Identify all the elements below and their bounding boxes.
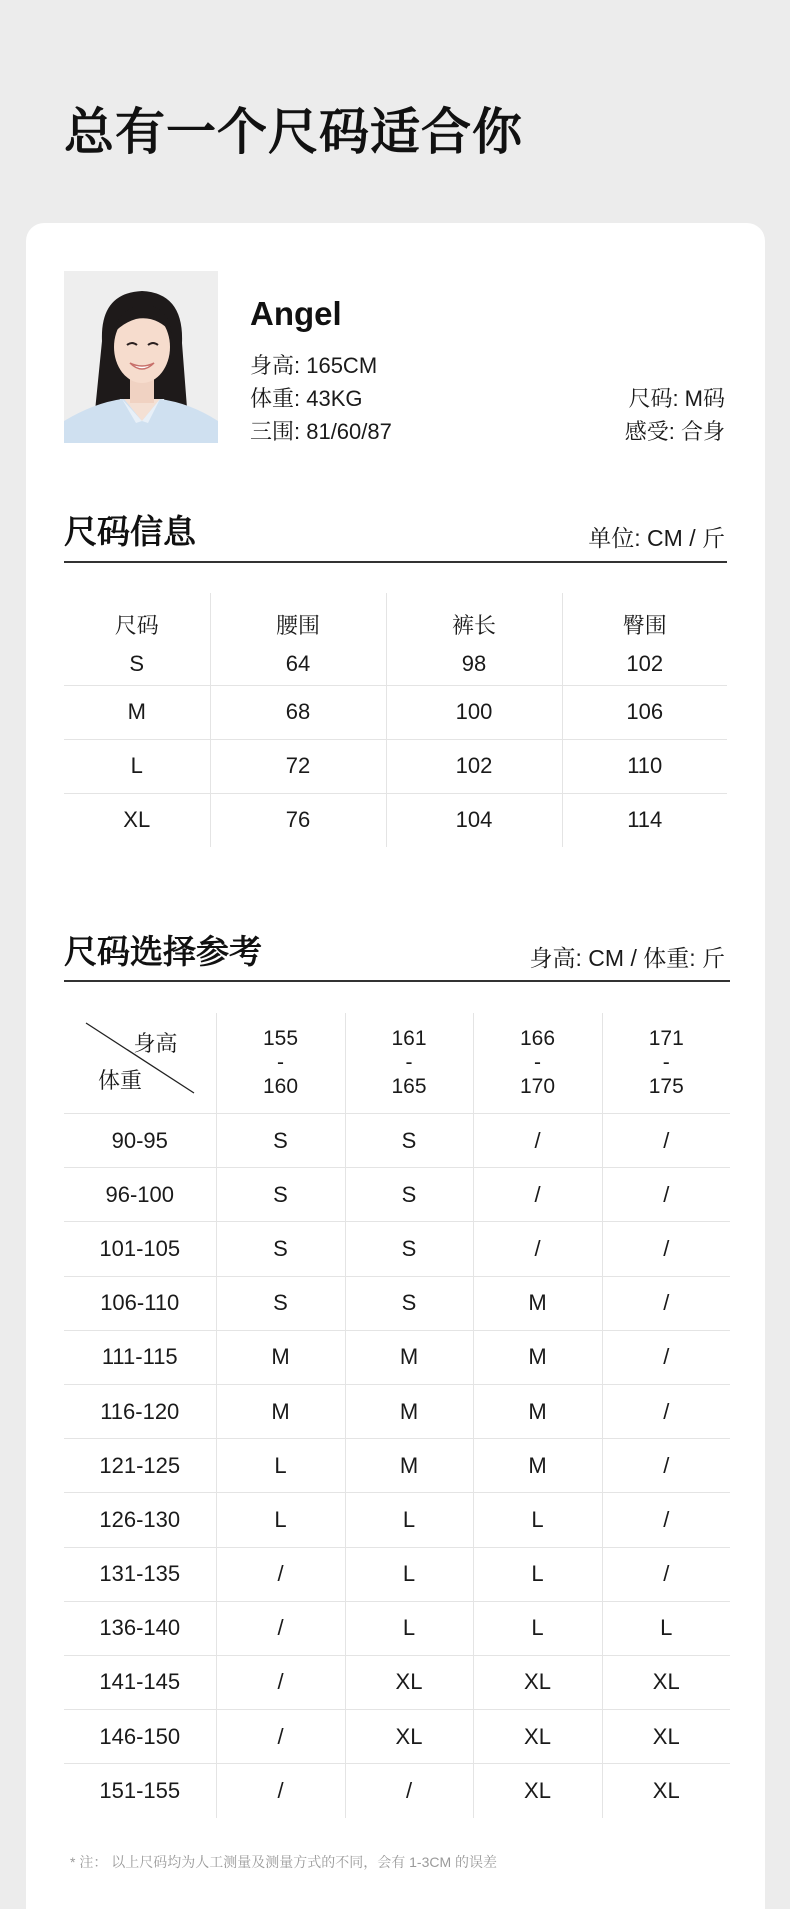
size-cell: M [473,1384,602,1438]
size-cell: / [602,1222,730,1276]
size-cell: M [473,1276,602,1330]
size-cell: XL [602,1764,730,1818]
size-cell: L [473,1601,602,1655]
size-cell: L [216,1493,345,1547]
table-row [64,1384,730,1438]
table-header-row [64,1013,730,1114]
table-row [64,1601,730,1655]
table-cell: 104 [386,793,562,847]
table-cell: 76 [210,793,386,847]
size-cell: S [345,1168,473,1222]
size-cell: S [345,1114,473,1168]
size-cell: / [216,1764,345,1818]
size-info-divider [64,561,727,563]
model-photo [64,271,218,443]
weight-range-cell: 101-105 [64,1222,216,1276]
table-row [64,739,727,793]
size-cell: M [473,1439,602,1493]
size-cell: M [473,1330,602,1384]
table-row [64,1330,730,1384]
size-cell: / [602,1547,730,1601]
table-cell: 64 [210,643,386,685]
size-cell: L [216,1439,345,1493]
size-cell: / [602,1493,730,1547]
size-cell: / [473,1222,602,1276]
table-cell: 114 [562,793,727,847]
size-cell: / [473,1114,602,1168]
header-size: 尺码 [114,612,159,638]
size-cell: / [602,1384,730,1438]
weight-range-cell: 141-145 [64,1655,216,1709]
model-size: 尺码: M码 [628,386,725,411]
weight-range-cell: 136-140 [64,1601,216,1655]
size-info-title: 尺码信息 [64,512,196,551]
table-cell: 110 [562,739,727,793]
footnote: * 注： 以上尺码均为人工测量及测量方式的不同，会有 1-3CM 的误差 [70,1854,498,1870]
size-choice-rows [64,1114,730,1818]
size-cell: XL [602,1710,730,1764]
size-cell: XL [473,1710,602,1764]
size-cell: L [473,1493,602,1547]
table-cell: 102 [562,643,727,685]
header-length: 裤长 [386,593,562,643]
size-cell: L [345,1601,473,1655]
size-cell: / [602,1276,730,1330]
size-cell: S [345,1276,473,1330]
weight-range-cell: 131-135 [64,1547,216,1601]
table-cell: 106 [562,685,727,739]
size-cell: / [216,1655,345,1709]
size-guide-card [26,223,765,1909]
size-cell: XL [345,1710,473,1764]
table-cell: S [129,650,145,676]
table-row [64,1764,730,1818]
weight-range-cell: 106-110 [64,1276,216,1330]
size-cell: XL [345,1655,473,1709]
weight-range-cell: 146-150 [64,1710,216,1764]
size-cell: L [345,1493,473,1547]
model-weight: 体重: 43KG [250,386,363,411]
size-choice-divider [64,980,730,982]
table-row [64,1710,730,1764]
size-cell: L [602,1601,730,1655]
size-cell: / [216,1547,345,1601]
height-range-header: 161 - 165 [345,1013,473,1114]
size-cell: / [602,1168,730,1222]
size-cell: M [345,1439,473,1493]
table-row [64,685,727,739]
size-cell: M [345,1384,473,1438]
size-cell: S [216,1114,345,1168]
size-cell: / [216,1710,345,1764]
table-row [64,1439,730,1493]
table-cell: L [64,739,210,793]
model-height: 身高: 165CM [250,353,378,378]
size-cell: S [345,1222,473,1276]
size-choice-table [64,1013,730,1818]
size-cell: M [345,1330,473,1384]
table-cell: 98 [386,643,562,685]
size-cell: XL [602,1655,730,1709]
size-choice-unit: 身高: CM / 体重: 斤 [529,945,725,971]
weight-range-cell: 96-100 [64,1168,216,1222]
table-row [64,1493,730,1547]
table-cell: 72 [210,739,386,793]
table-header-row [64,593,727,643]
size-info-table [64,593,727,847]
size-cell: XL [473,1655,602,1709]
height-range-header: 166 - 170 [473,1013,602,1114]
table-row [64,643,727,685]
table-row [64,1222,730,1276]
table-cell: 100 [386,685,562,739]
table-row [64,1547,730,1601]
table-row [64,1114,730,1168]
model-name: Angel [250,295,342,332]
height-range-header: 155 - 160 [216,1013,345,1114]
header-waist: 腰围 [210,593,386,643]
corner-cell [64,1013,216,1114]
size-cell: M [216,1384,345,1438]
size-cell: S [216,1276,345,1330]
table-row [64,1276,730,1330]
weight-range-cell: 90-95 [111,1127,168,1153]
corner-weight-label: 体重 [98,1068,143,1093]
table-cell: M [64,685,210,739]
size-info-unit: 单位: CM / 斤 [588,525,725,551]
size-cell: S [216,1222,345,1276]
size-cell: / [602,1114,730,1168]
size-cell: / [216,1601,345,1655]
model-portrait-image [64,271,218,443]
table-row [64,1655,730,1709]
size-cell: / [602,1330,730,1384]
table-row [64,793,727,847]
weight-range-cell: 151-155 [64,1764,216,1818]
table-cell: 102 [386,739,562,793]
table-cell: 68 [210,685,386,739]
height-range-header: 171 - 175 [602,1013,730,1114]
size-cell: / [602,1439,730,1493]
table-cell: XL [64,793,210,847]
size-choice-title: 尺码选择参考 [64,932,262,971]
size-cell: / [473,1168,602,1222]
weight-range-cell: 116-120 [64,1384,216,1438]
page-title: 总有一个尺码适合你 [64,103,523,161]
model-fit: 感受: 合身 [624,419,725,444]
header-hip: 臀围 [562,593,727,643]
size-cell: L [345,1547,473,1601]
size-cell: / [345,1764,473,1818]
weight-range-cell: 121-125 [64,1439,216,1493]
corner-height-label: 身高 [133,1031,178,1056]
table-row [64,1168,730,1222]
size-cell: L [473,1547,602,1601]
size-cell: M [216,1330,345,1384]
weight-range-cell: 126-130 [64,1493,216,1547]
weight-range-cell: 111-115 [64,1330,216,1384]
size-cell: S [216,1168,345,1222]
size-cell: XL [473,1764,602,1818]
model-measurements: 三围: 81/60/87 [250,419,392,444]
